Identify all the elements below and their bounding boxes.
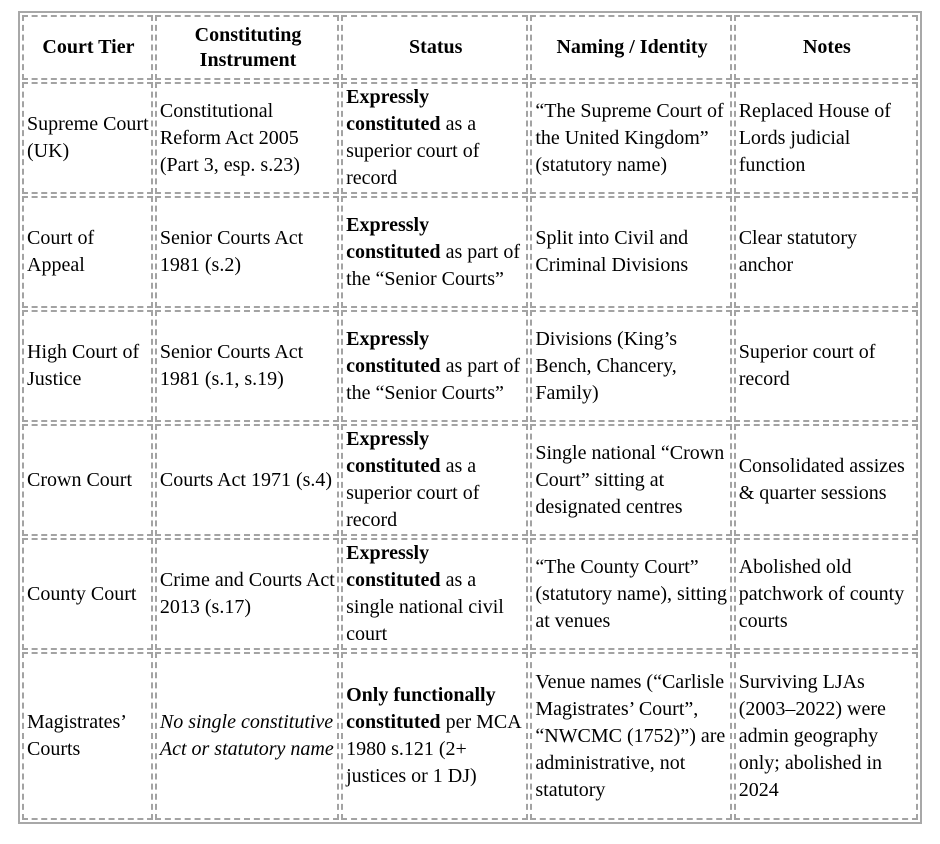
table-row-supreme-court [22, 82, 918, 194]
status-cell [341, 538, 528, 650]
table-row-county-court [22, 538, 918, 650]
table-row-court-of-appeal [22, 196, 918, 308]
naming-cell: Divisions (King’s Bench, Chancery, Family) [530, 310, 731, 422]
instrument-cell: Constitutional Reform Act 2005 (Part 3, esp. s.23) [155, 82, 339, 194]
header-status: Status [341, 15, 528, 80]
status-emphasis: Expressly constituted [346, 86, 441, 135]
court-tier-cell: County Court [22, 538, 153, 650]
status-emphasis: Expressly constituted [346, 327, 441, 377]
header-notes: Notes [734, 15, 918, 80]
status-text: as a single national civil court [346, 569, 504, 645]
naming-cell: Single national “Crown Court” sitting at designated centres [530, 424, 731, 536]
court-tiers-table [18, 11, 922, 824]
court-tier-cell: High Court of Justice [22, 310, 153, 422]
status-cell [341, 652, 528, 820]
court-tier-cell: Supreme Court (UK) [22, 82, 153, 194]
status-emphasis: Expressly constituted [346, 213, 441, 263]
status-cell [341, 310, 528, 422]
instrument-cell: Courts Act 1971 (s.4) [155, 424, 339, 536]
table-row-high-court [22, 310, 918, 422]
naming-cell: Split into Civil and Criminal Divisions [530, 196, 731, 308]
status-text: as a superior court of record [346, 455, 480, 531]
naming-cell: “The Supreme Court of the United Kingdom” (statutory name) [530, 82, 731, 194]
court-tier-cell: Crown Court [22, 424, 153, 536]
status-cell [341, 82, 528, 194]
status-cell [341, 424, 528, 536]
instrument-cell: Senior Courts Act 1981 (s.2) [155, 196, 339, 308]
notes-cell: Abolished old patchwork of county courts [734, 538, 918, 650]
header-constituting-instrument: Constituting Instrument [155, 15, 339, 80]
header-court-tier: Court Tier [22, 15, 153, 80]
table-row-magistrates-courts [22, 652, 918, 820]
status-emphasis: Expressly constituted [346, 428, 441, 477]
header-naming-identity: Naming / Identity [530, 15, 731, 80]
status-text: as part of the “Senior Courts” [346, 240, 520, 290]
instrument-cell: Senior Courts Act 1981 (s.1, s.19) [155, 310, 339, 422]
notes-cell: Surviving LJAs (2003–2022) were admin geography only; abolished in 2024 [734, 652, 918, 820]
notes-cell: Consolidated assizes & quarter sessions [734, 424, 918, 536]
notes-cell: Replaced House of Lords judicial function [734, 82, 918, 194]
status-text: per MCA 1980 s.121 (2+ justices or 1 DJ) [346, 711, 521, 787]
status-emphasis: Only functionally constituted [346, 684, 496, 733]
naming-cell: “The County Court” (statutory name), sitting at venues [530, 538, 731, 650]
status-emphasis: Expressly constituted [346, 542, 441, 591]
status-text: as a superior court of record [346, 113, 480, 189]
court-tier-cell: Court of Appeal [22, 196, 153, 308]
notes-cell: Superior court of record [734, 310, 918, 422]
table-row-crown-court [22, 424, 918, 536]
court-tier-cell: Magistrates’ Courts [22, 652, 153, 820]
instrument-cell: Crime and Courts Act 2013 (s.17) [155, 538, 339, 650]
status-text: as part of the “Senior Courts” [346, 354, 520, 404]
header-row [22, 15, 918, 80]
instrument-cell: No single constitutive Act or statutory name [155, 652, 339, 820]
naming-cell: Venue names (“Carlisle Magistrates’ Court”, “NWCMC (1752)”) are administrative, not statutory [530, 652, 731, 820]
notes-cell: Clear statutory anchor [734, 196, 918, 308]
status-cell [341, 196, 528, 308]
